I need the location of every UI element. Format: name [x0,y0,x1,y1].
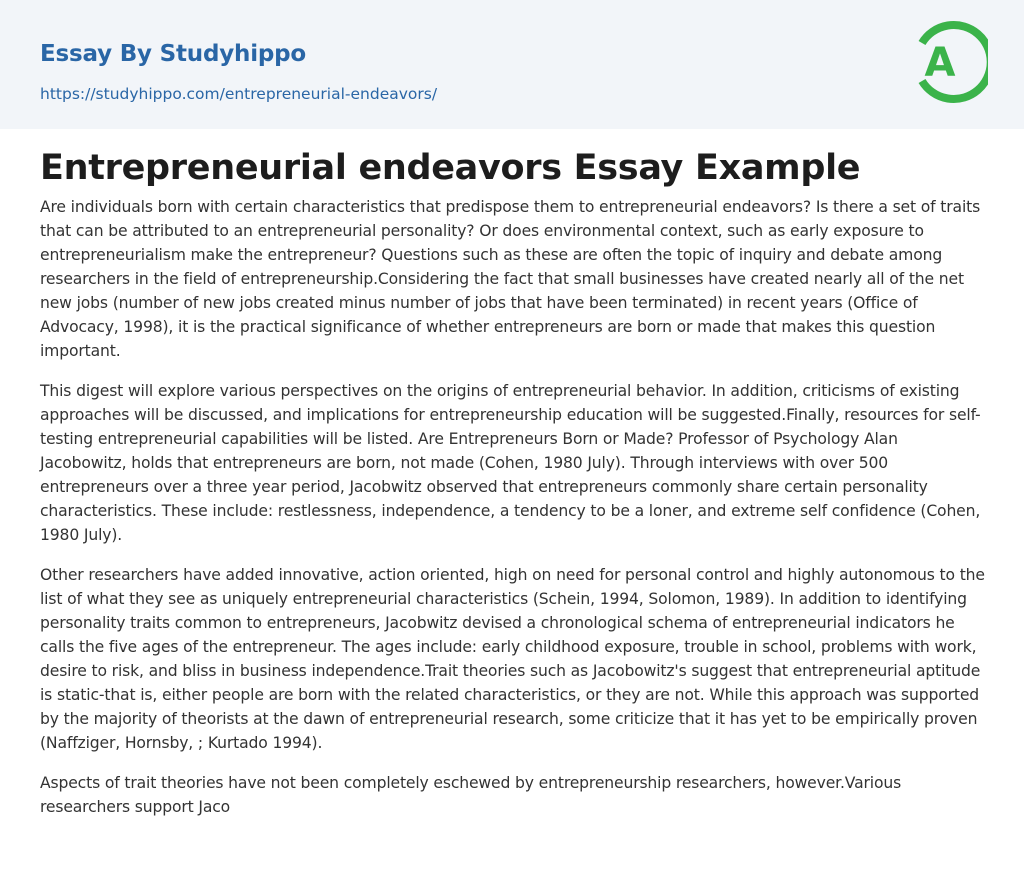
essay-paragraph-4: Aspects of trait theories have not been completely eschewed by entrepreneurship researchers, however.Various researchers support Jaco [40,774,902,816]
site-title: Essay By Studyhippo [40,41,307,67]
logo-ring-icon [912,18,988,106]
essay-paragraph-2: This digest will explore various perspectives on the origins of entrepreneurial behavior. In addition, criticisms of existing approaches will be discussed, and implications for entrepreneurship education will be suggested.Finally, resources for self-testing entrepreneurial capabilities will be listed. Are Entrepreneurs Born or Made? Professor of Psychology Alan Jacobowitz, holds that entrepreneurs are born, not made (Cohen, 1980 July). Through interviews with over 500 entrepreneurs over a three year period, Jacobwitz observed that entrepreneurs commonly share certain personality characteristics. These include: restlessness, independence, a tendency to be a loner, and extreme self confidence (Cohen, 1980 July). [40,382,981,544]
page-header [0,0,1024,129]
essay-paragraph-3: Other researchers have added innovative, action oriented, high on need for personal control and highly autonomous to the list of what they see as uniquely entrepreneurial characteristics (Schein, 1994, Solomon, 1989). In addition to identifying personality traits common to entrepreneurs, Jacobwitz devised a chronological schema of entrepreneurial indicators he calls the five ages of the entrepreneur. The ages include: early childhood exposure, trouble in school, problems with work, desire to risk, and bliss in business independence.Trait theories such as Jacobowitz's suggest that entrepreneurial aptitude is static-that is, either people are born with the related characteristics, or they are not. While this approach was supported by the majority of theorists at the dawn of entrepreneurial research, some criticize that it has yet to be empirically proven (Naffziger, Hornsby, ; Kurtado 1994). [40,566,985,752]
essay-url-link[interactable]: https://studyhippo.com/entrepreneurial-endeavors/ [40,85,438,103]
studyhippo-logo[interactable] [912,18,988,106]
logo-letter: A [924,40,956,86]
essay-paragraph-1: Are individuals born with certain characteristics that predispose them to entrepreneurial endeavors? Is there a set of traits that can be attributed to an entrepreneurial personality? Or does environmental context, such as early exposure to entrepreneurialism make the entrepreneur? Questions such as these are often the topic of inquiry and debate among researchers in the field of entrepreneurship.Considering the fact that small businesses have created nearly all of the net new jobs (number of new jobs created minus number of jobs that have been terminated) in recent years (Office of Advocacy, 1998), it is the practical significance of whether entrepreneurs are born or made that makes this question important. [40,198,981,360]
article [40,143,986,835]
essay-title: Entrepreneurial endeavors Essay Example [40,148,861,188]
